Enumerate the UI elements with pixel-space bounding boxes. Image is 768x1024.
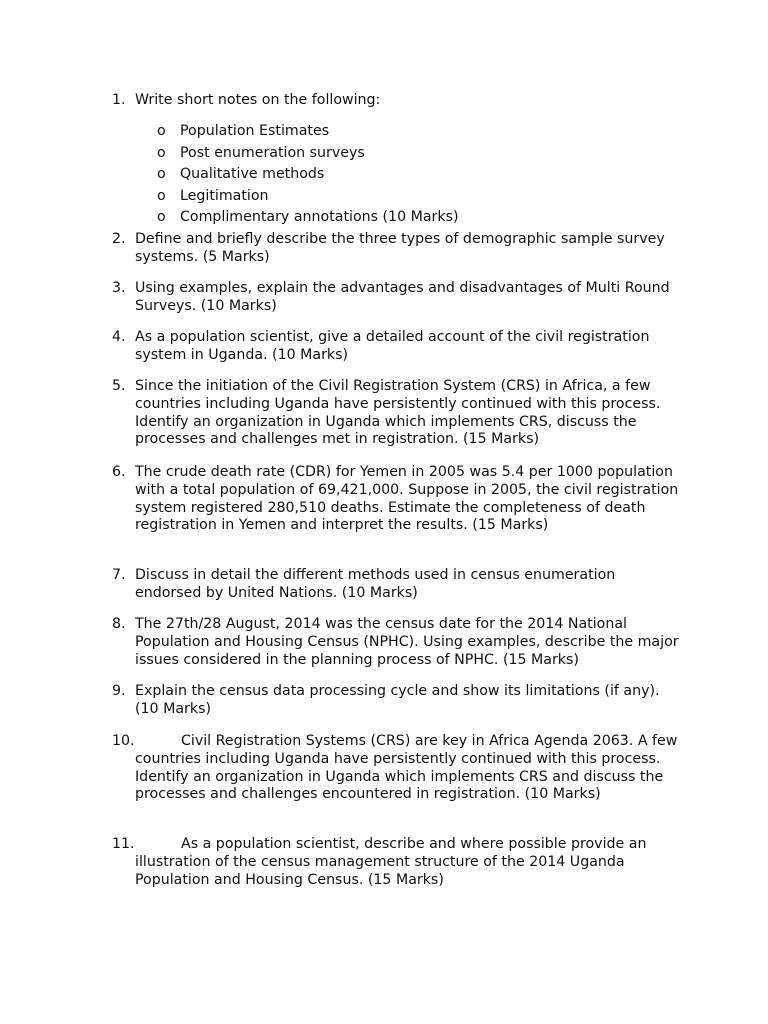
question-text: As a population scientist, describe and where possible provide an illustration of the census management structure of the 2014 Uganda Population and Housing Census. (15 Marks) (135, 836, 647, 888)
sub-item-5 (157, 209, 657, 227)
question-3 (112, 280, 682, 316)
question-text: Since the initiation of the Civil Registration System (CRS) in Africa, a few countries including Uganda have persistently continued with this process. Identify an organization in Uganda which implements CRS, discuss the processes and challenges met in registration. (15 Marks) (135, 378, 661, 448)
question-7 (112, 567, 682, 603)
question-text: Civil Registration Systems (CRS) are key in Africa Agenda 2063. A few countries including Uganda have persistently continued with this process. Identify an organization in Uganda which implements CRS and discuss the processes and challenges encountered in registration. (10 Marks) (135, 733, 678, 803)
question-number: 10. (112, 733, 135, 749)
sub-item-3 (157, 166, 657, 184)
question-number: 7. (112, 567, 126, 583)
question-text: The 27th/28 August, 2014 was the census date for the 2014 National Population and Housing Census (NPHC). Using examples, describe the major issues considered in the planning process of NPHC. (15 Marks) (135, 616, 679, 668)
sub-item-text: Population Estimates (180, 123, 330, 139)
question-8 (112, 616, 682, 669)
question-11 (112, 836, 682, 889)
question-10 (112, 733, 682, 804)
sub-item-text: Qualitative methods (180, 166, 325, 182)
bullet-marker: o (157, 123, 166, 139)
sub-item-1 (157, 123, 657, 141)
question-text: Write short notes on the following: (135, 92, 381, 108)
question-number: 6. (112, 464, 126, 480)
question-number: 5. (112, 378, 126, 394)
sub-item-text: Complimentary annotations (10 Marks) (180, 209, 459, 225)
question-text: Define and briefly describe the three types of demographic sample survey systems. (5 Marks) (135, 231, 665, 265)
question-number: 3. (112, 280, 126, 296)
question-6 (112, 464, 682, 535)
bullet-marker: o (157, 166, 166, 182)
sub-item-2 (157, 145, 657, 163)
question-text: As a population scientist, give a detailed account of the civil registration system in Uganda. (10 Marks) (135, 329, 650, 363)
question-number: 4. (112, 329, 126, 345)
question-number: 9. (112, 683, 126, 699)
question-5 (112, 378, 682, 449)
question-9 (112, 683, 682, 719)
sub-item-4 (157, 188, 657, 206)
question-number: 1. (112, 92, 126, 108)
question-2 (112, 231, 682, 267)
sub-item-text: Legitimation (180, 188, 269, 204)
bullet-marker: o (157, 188, 166, 204)
sub-item-text: Post enumeration surveys (180, 145, 365, 161)
question-text: Explain the census data processing cycle and show its limitations (if any). (10 Marks) (135, 683, 660, 717)
question-text: Using examples, explain the advantages and disadvantages of Multi Round Surveys. (10 Marks) (135, 280, 670, 314)
question-text: Discuss in detail the different methods used in census enumeration endorsed by United Nations. (10 Marks) (135, 567, 616, 601)
question-number: 2. (112, 231, 126, 247)
question-1 (112, 92, 682, 110)
question-4 (112, 329, 682, 365)
bullet-marker: o (157, 209, 166, 225)
question-text: The crude death rate (CDR) for Yemen in 2005 was 5.4 per 1000 population with a total population of 69,421,000. Suppose in 2005, the civil registration system registered 280,510 deaths. Estimate the completeness of death registration in Yemen and interpret the results. (15 Marks) (135, 464, 679, 534)
bullet-marker: o (157, 145, 166, 161)
question-number: 11. (112, 836, 135, 852)
question-number: 8. (112, 616, 126, 632)
